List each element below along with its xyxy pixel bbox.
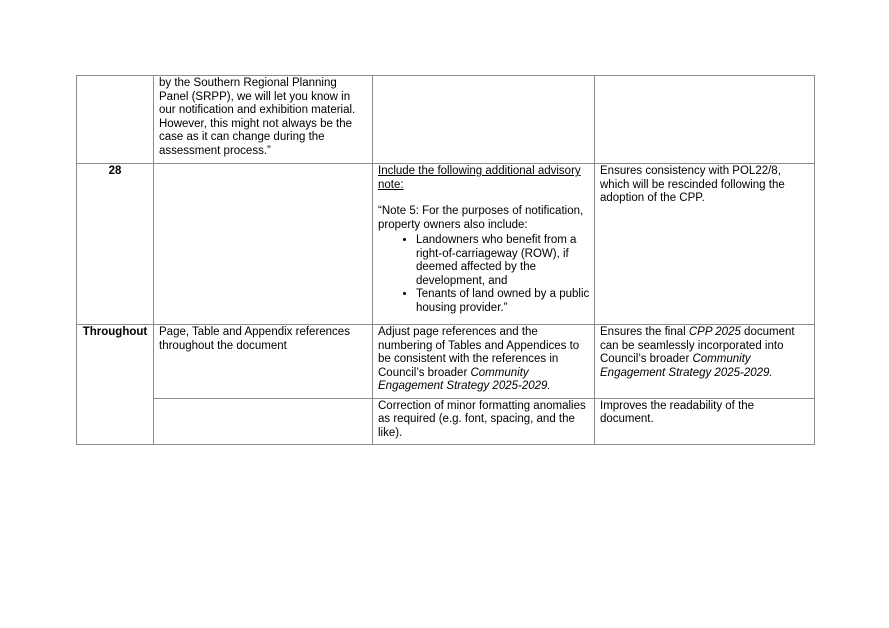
reason-cell [595, 398, 815, 445]
reason-cell [595, 76, 815, 164]
ref-cell [77, 76, 154, 164]
ref-cell: 28 [77, 164, 154, 325]
table-row [77, 325, 815, 399]
amendments-table [76, 75, 815, 445]
ref-cell: Throughout [77, 325, 154, 445]
reason-text: Ensures consistency with POL22/8, which will be rescinded following the adoption of the CPP. [600, 165, 785, 204]
change-cell [373, 164, 595, 325]
note-intro: “Note 5: For the purposes of notification, property owners also include: [378, 205, 584, 231]
note-bullet-list [378, 234, 590, 315]
table-row [77, 76, 815, 164]
change-cell [373, 398, 595, 445]
existing-text-cell [154, 325, 373, 399]
table-row [77, 398, 815, 445]
existing-text-cell [154, 398, 373, 445]
change-text: Correction of minor formatting anomalies as required (e.g. font, spacing, and the like). [378, 399, 586, 439]
reason-cell [595, 164, 815, 325]
list-item: • Landowners who benefit from a right-of-carriageway (ROW), if deemed affected by the development, and [416, 234, 590, 288]
existing-text: Page, Table and Appendix references throughout the document [159, 326, 350, 352]
existing-text: by the Southern Regional Planning Panel (SRPP), we will let you know in our notification and exhibition material. However, this might not always be the case as it can change during the assessment process.” [159, 77, 356, 157]
reason-text: Ensures the final CPP 2025 document can be seamlessly incorporated into Council’s broader Community Engagement Strategy 2025-2029. [600, 326, 795, 379]
change-cell [373, 325, 595, 399]
change-cell [373, 76, 595, 164]
change-heading: Include the following additional advisory note: [378, 165, 581, 191]
existing-text-cell [154, 164, 373, 325]
table-row [77, 164, 815, 325]
existing-text-cell [154, 76, 373, 164]
change-text: Adjust page references and the numbering of Tables and Appendices to be consistent with the references in Council’s broader Community Engagement Strategy 2025-2029. [378, 326, 580, 392]
list-item: • Tenants of land owned by a public housing provider.” [416, 288, 590, 315]
reason-text: Improves the readability of the document. [600, 399, 755, 425]
reason-cell [595, 325, 815, 399]
